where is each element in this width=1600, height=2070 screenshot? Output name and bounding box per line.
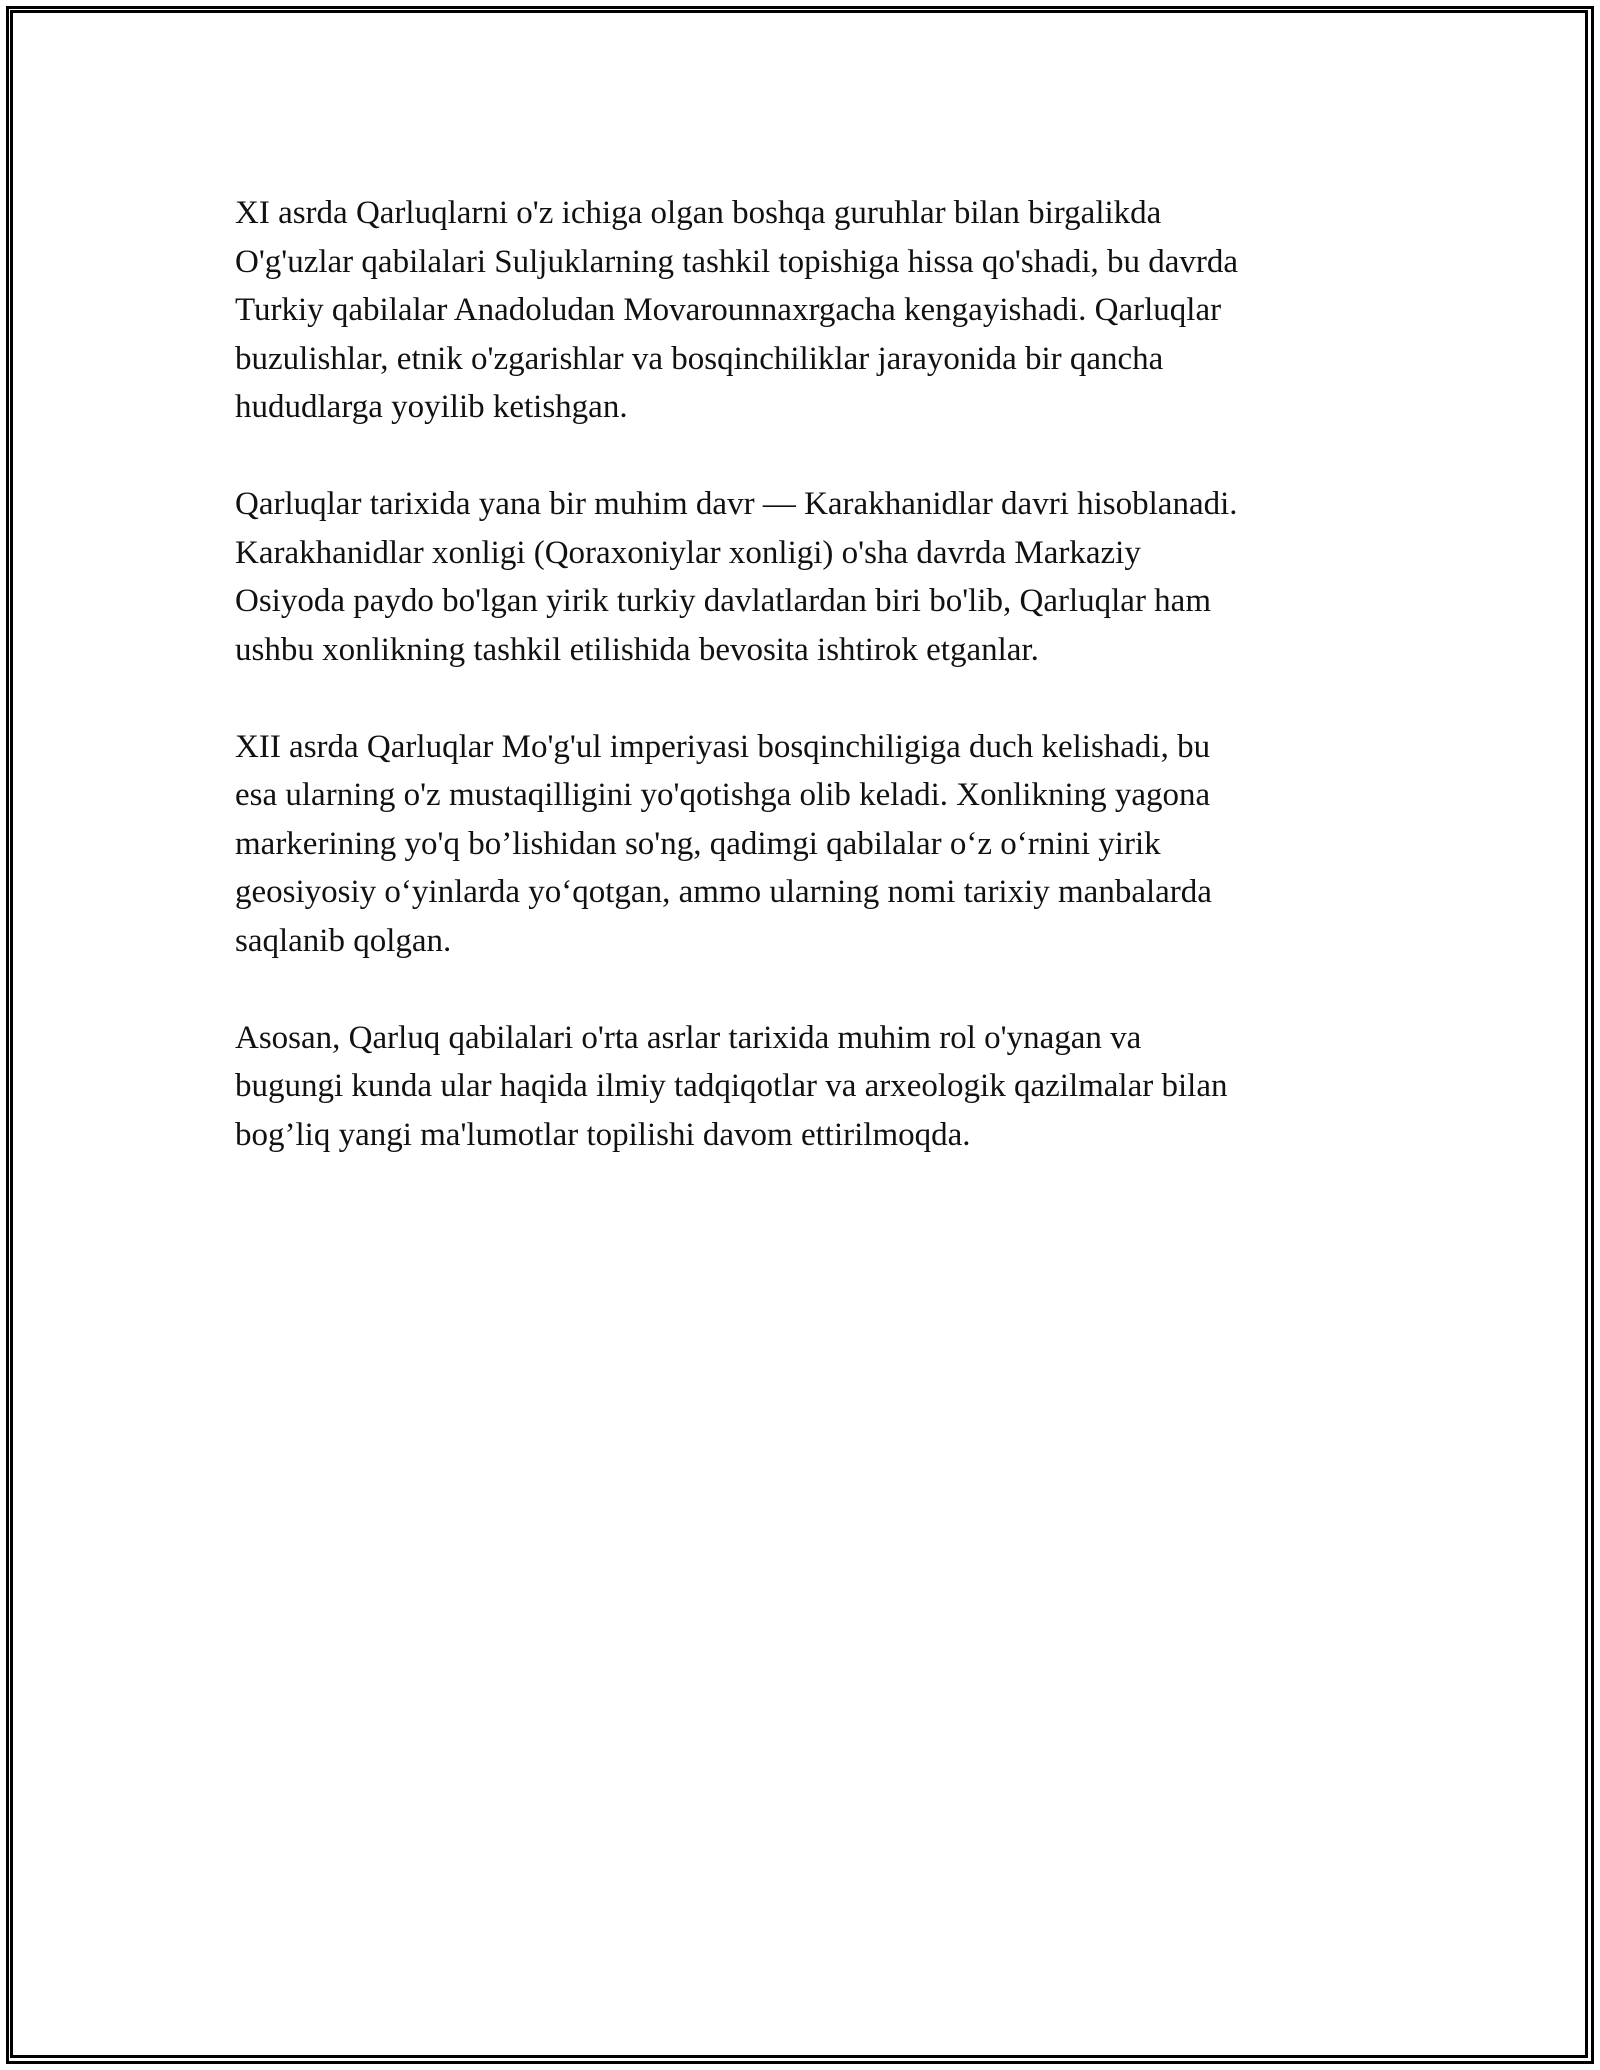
paragraph-3: XII asrda Qarluqlar Mo'g'ul imperiyasi bosqinchiligiga duch kelishadi, bu esa ularning o'z mustaqilligini yo'qotishga olib keladi. Xonlikning yagona markerining yo'q bo’lishidan so'ng, qadimgi qabilalar o‘z o‘rnini yirik geosiyosiy o‘yinlarda yo‘qotgan, ammo ularning nomi tarixiy manbalarda saqlanib qolgan. <box>235 728 1212 959</box>
paragraph-2: Qarluqlar tarixida yana bir muhim davr — Karakhanidlar davri hisoblanadi. Karakhanidlar xonligi (Qoraxoniylar xonligi) o'sha davrda Markaziy Osiyoda paydo bo'lgan yirik turkiy davlatlardan biri bo'lib, Qarluqlar ham ushbu xonlikning tashkil etilishida bevosita ishtirok etganlar. <box>235 486 1238 668</box>
paragraph-1: XI asrda Qarluqlarni o'z ichiga olgan boshqa guruhlar bilan birgalikda O'g'uzlar qabilalari Suljuklarning tashkil topishiga hissa qo'shadi, bu davrda Turkiy qabilalar Anadoludan Movarounnaxrgacha kengayishadi. Qarluqlar buzulishlar, etnik o'zgarishlar va bosqinchiliklar jarayonida bir qancha hududlarga yoyilib ketishgan. <box>235 195 1239 425</box>
document-body <box>235 189 1365 1208</box>
paragraph-4: Asosan, Qarluq qabilalari o'rta asrlar tarixida muhim rol o'ynagan va bugungi kunda ular haqida ilmiy tadqiqotlar va arxeologik qazilmalar bilan bog’liq yangi ma'lumotlar topilishi davom ettirilmoqda. <box>235 1019 1228 1153</box>
